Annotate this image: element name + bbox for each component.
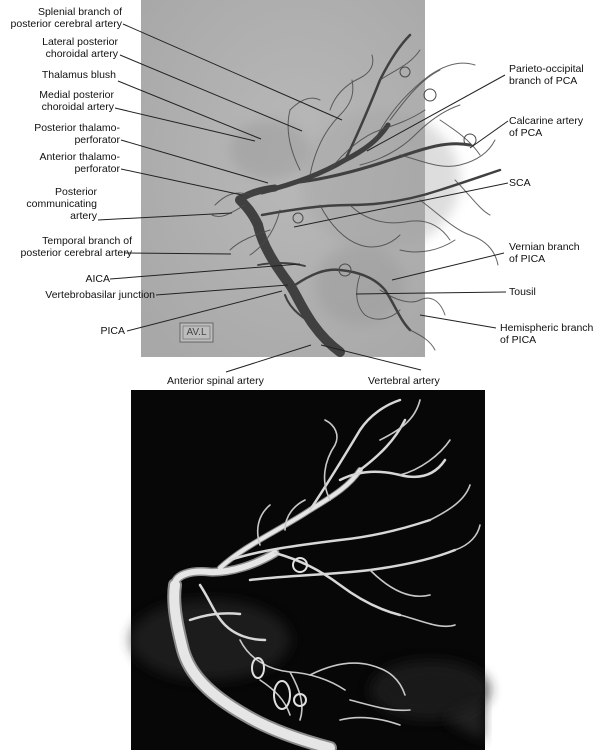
label-line: Anterior thalamo- [39,151,120,163]
label-line: of PICA [500,334,537,346]
label-line: choroidal artery [45,48,118,60]
label-line: communicating [26,198,97,210]
watermark-text: AV.L [186,327,207,338]
label-line: Temporal branch of [42,235,132,247]
label-line: perforator [74,163,120,175]
label-line: Posterior thalamo- [34,122,120,134]
label-line: Tousil [509,286,536,298]
label-line: PICA [100,325,125,337]
label-aica [10,273,110,285]
label-line: Vertebral artery [368,375,440,387]
angiogram-3d-panel [130,390,490,750]
label-line: perforator [74,134,120,146]
label-line: choroidal artery [41,101,114,113]
label-sca [509,177,531,189]
label-line: Medial posterior [39,89,114,101]
label-line: Anterior spinal artery [167,375,264,387]
label-tousil [509,286,536,298]
label-pica [10,325,125,337]
label-line: Lateral posterior [42,36,118,48]
label-line: of PCA [509,127,543,139]
label-line: AICA [85,273,110,285]
label-line: of PICA [509,253,546,265]
label-line: Splenial branch of [37,6,122,18]
label-calcarine [509,115,583,139]
label-line: Vertebrobasilar junction [45,289,155,301]
label-line: Thalamus blush [41,69,116,81]
label-line: Calcarine artery [509,115,584,127]
label-line: Vernian branch [509,241,580,253]
label-thalamus-blush [10,69,116,81]
label-line: artery [70,210,97,222]
label-line: posterior cerebral artery [10,18,122,30]
label-medial-posterior-choroidal [10,89,114,113]
label-line: Parieto-occipital [509,63,584,75]
label-posterior-communicating [10,186,97,222]
label-line: posterior cerebral artery [20,247,132,259]
label-line: Hemispheric branch [500,322,594,334]
label-posterior-thalamoperforator [10,122,120,146]
label-line: branch of PCA [509,75,578,87]
label-line: Posterior [54,186,97,198]
label-anterior-spinal [167,375,264,387]
label-temporal-branch-pca [10,235,132,259]
label-lateral-posterior-choroidal [10,36,118,60]
label-line: SCA [509,177,531,189]
angiogram-lateral-panel [141,0,500,357]
label-vertebrobasilar-junction [10,289,155,301]
label-anterior-thalamoperforator [10,151,120,175]
label-hemispheric-branch-pica [500,322,593,346]
label-splenial [10,6,122,30]
label-vertebral [368,375,440,387]
label-parieto-occipital [509,63,584,87]
label-vernian-branch-pica [509,241,580,265]
